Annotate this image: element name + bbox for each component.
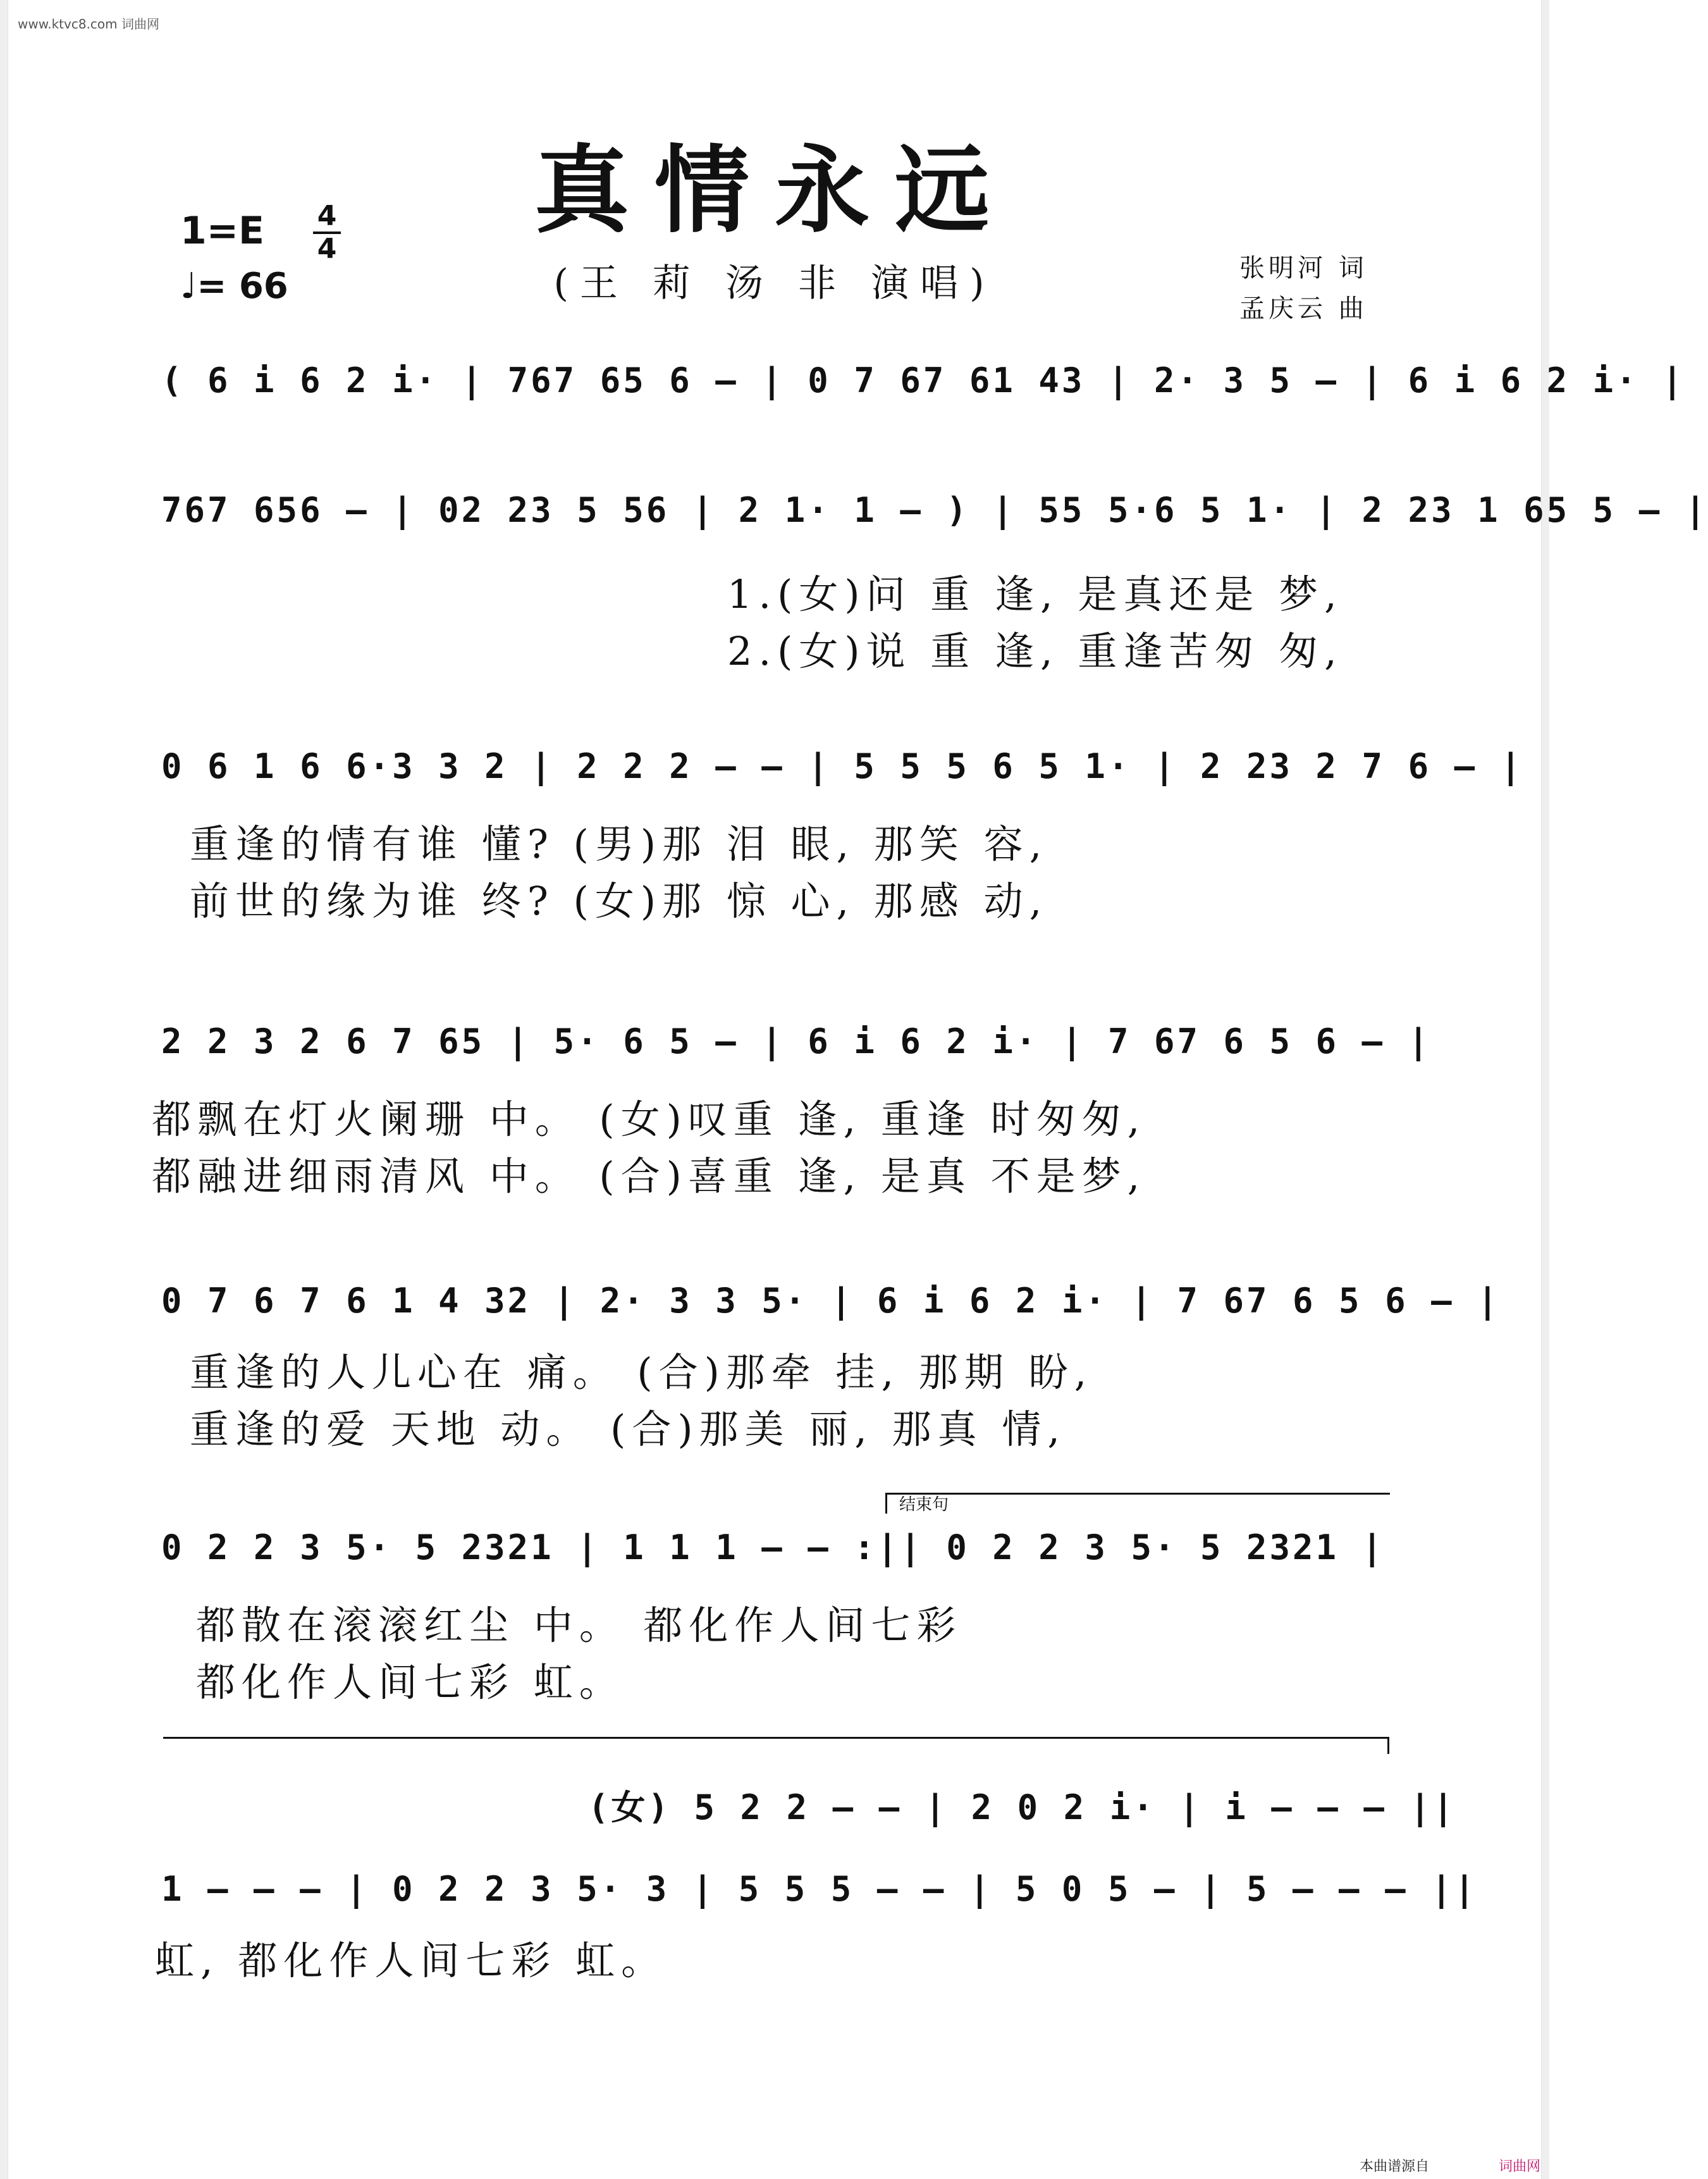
notation-line-6: 0 2 2 3 5· 5 2321 | 1 1 1 – – :|| 0 2 2 3 5· 5 2321 |	[161, 1528, 1385, 1567]
lyrics-3-verse-2: 前世的缘为谁 终? (女)那 惊 心, 那感 动,	[190, 878, 1048, 924]
lyrics-3-verse-1: 重逢的情有谁 懂? (男)那 泪 眼, 那笑 容,	[190, 821, 1048, 867]
composer-credit: 孟庆云 曲	[1239, 294, 1368, 323]
notation-line-5: 0 7 6 7 6 1 4 32 | 2· 3 3 5· | 6 i 6 2 i· | 7 67 6 5 6 – |	[161, 1281, 1501, 1321]
lyrics-5-verse-2: 重逢的爱 天地 动。 (合)那美 丽, 那真 情,	[190, 1406, 1067, 1452]
lyricist-credit: 张明河 词	[1239, 254, 1368, 283]
notation-line-3: 0 6 1 6 6·3 3 2 | 2 2 2 – – | 5 5 5 6 5 1· | 2 23 2 7 6 – |	[161, 746, 1524, 786]
left-margin-strip	[0, 0, 8, 2179]
ending-label: 结束句	[899, 1495, 949, 1514]
notation-line-1: ( 6 i 6 2 i· | 767 65 6 – | 0 7 67 61 43 | 2· 3 5 – | 6 i 6 2 i· |	[161, 361, 1685, 400]
meter-top: 4	[317, 200, 337, 232]
right-margin-strip	[1541, 0, 1549, 2179]
performer-subtitle: (王 莉 汤 非 演唱)	[553, 261, 996, 306]
lyrics-8: 虹, 都化作人间七彩 虹。	[155, 1937, 667, 1984]
coda-top-line	[163, 1737, 1389, 1754]
meter-bottom: 4	[317, 233, 337, 265]
lyrics-6-verse-2: 都化作人间七彩 虹。	[196, 1659, 625, 1705]
notation-line-7: (女) 5 2 2 – – | 2 0 2 i· | i – – – ||	[588, 1787, 1456, 1827]
footer-site-logo[interactable]: 词曲网	[1499, 2159, 1541, 2175]
notation-line-4: 2 2 3 2 6 7 65 | 5· 6 5 – | 6 i 6 2 i· | 7 67 6 5 6 – |	[161, 1022, 1432, 1061]
lyrics-5-verse-1: 重逢的人儿心在 痛。 (合)那牵 挂, 那期 盼,	[190, 1349, 1093, 1395]
lyrics-4-verse-1: 都飘在灯火阑珊 中。 (女)叹重 逢, 重逢 时匆匆,	[152, 1096, 1146, 1142]
lyrics-4-verse-2: 都融进细雨清风 中。 (合)喜重 逢, 是真 不是梦,	[152, 1153, 1146, 1199]
ending-bracket	[885, 1493, 1390, 1514]
time-signature	[313, 201, 341, 264]
credits	[1239, 248, 1368, 329]
notation-line-8: 1 – – – | 0 2 2 3 5· 3 | 5 5 5 – – | 5 0 5 – | 5 – – – ||	[161, 1869, 1478, 1909]
key-signature: 1=E	[180, 209, 265, 253]
notation-line-2: 767 656 – | 02 23 5 56 | 2 1· 1 – ) | 55 5·6 5 1· | 2 23 1 65 5 – |	[161, 490, 1708, 530]
tempo-marking: ♩= 66	[180, 266, 288, 307]
song-title: 真情永远	[534, 135, 1015, 246]
lyrics-2-verse-2: 2.(女)说 重 逢, 重逢苦匆 匆,	[727, 628, 1343, 674]
site-watermark: www.ktvc8.com 词曲网	[18, 16, 160, 32]
footer-source-text: 本曲谱源自	[1360, 2159, 1430, 2175]
lyrics-2-verse-1: 1.(女)问 重 逢, 是真还是 梦,	[727, 571, 1343, 617]
lyrics-6-verse-1: 都散在滚滚红尘 中。 都化作人间七彩	[196, 1602, 962, 1648]
